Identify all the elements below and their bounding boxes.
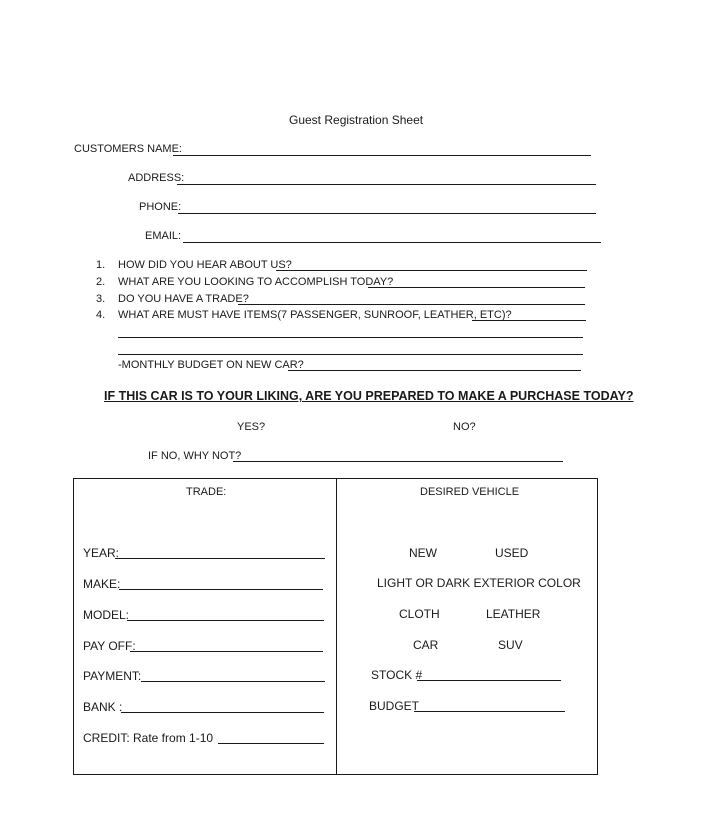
payoff-field[interactable] [130,651,323,652]
phone-field[interactable] [178,213,596,214]
make-field[interactable] [119,589,323,590]
model-field[interactable] [127,620,324,621]
question-4-field-line-3[interactable] [118,354,583,355]
desired-vehicle-header: DESIRED VEHICLE [420,486,520,498]
question-1-number: 1. [96,259,106,271]
question-4-text: WHAT ARE MUST HAVE ITEMS(7 PASSENGER, SUNROOF, LEATHER, ETC)? [118,309,512,321]
question-4-field[interactable] [472,320,586,321]
question-2-number: 2. [96,276,106,288]
customers-name-label: CUSTOMERS NAME: [74,143,182,155]
bank-label: BANK : [83,700,123,714]
stock-field[interactable] [417,680,561,681]
model-label: MODEL: [83,608,130,622]
question-3-text: DO YOU HAVE A TRADE? [118,293,249,305]
new-option[interactable]: NEW [409,546,437,560]
form-title: Guest Registration Sheet [289,113,424,127]
budget-vehicle-field[interactable] [414,711,565,712]
stock-label: STOCK # [371,668,423,682]
question-3-number: 3. [96,293,106,305]
why-not-field[interactable] [233,461,563,462]
question-4-number: 4. [96,309,106,321]
credit-field[interactable] [218,743,324,744]
no-option[interactable]: NO? [453,421,476,433]
year-label: YEAR: [83,546,120,560]
payoff-label: PAY OFF: [83,639,136,653]
yes-option[interactable]: YES? [237,421,266,433]
vehicle-table-divider [336,478,337,775]
phone-label: PHONE: [139,201,182,213]
address-field[interactable] [177,184,596,185]
leather-option[interactable]: LEATHER [486,607,541,621]
question-1-text: HOW DID YOU HEAR ABOUT US? [118,259,292,271]
payment-field[interactable] [141,681,325,682]
exterior-color-option[interactable]: LIGHT OR DARK EXTERIOR COLOR [377,576,581,590]
car-option[interactable]: CAR [413,638,439,652]
cloth-option[interactable]: CLOTH [399,607,440,621]
question-2-field[interactable] [368,287,585,288]
question-4-field-line-2[interactable] [118,337,583,338]
why-not-label: IF NO, WHY NOT? [148,450,242,462]
question-2-text: WHAT ARE YOU LOOKING TO ACCOMPLISH TODAY? [118,276,394,288]
bank-field[interactable] [121,712,324,713]
purchase-question: IF THIS CAR IS TO YOUR LIKING, ARE YOU PREPARED TO MAKE A PURCHASE TODAY? [104,389,634,403]
make-label: MAKE: [83,577,121,591]
credit-label: CREDIT: Rate from 1-10 [83,731,214,745]
question-3-field[interactable] [238,304,585,305]
customers-name-field[interactable] [173,155,591,156]
year-field[interactable] [115,558,325,559]
used-option[interactable]: USED [495,546,529,560]
suv-option[interactable]: SUV [498,638,523,652]
email-label: EMAIL: [145,230,182,242]
email-field[interactable] [183,242,601,243]
address-label: ADDRESS: [128,172,185,184]
question-1-field[interactable] [276,270,587,271]
payment-label: PAYMENT: [83,669,142,683]
budget-field[interactable] [288,370,581,371]
trade-header: TRADE: [186,486,227,498]
budget-label: -MONTHLY BUDGET ON NEW CAR? [118,359,304,371]
budget-vehicle-label: BUDGET [369,699,420,713]
